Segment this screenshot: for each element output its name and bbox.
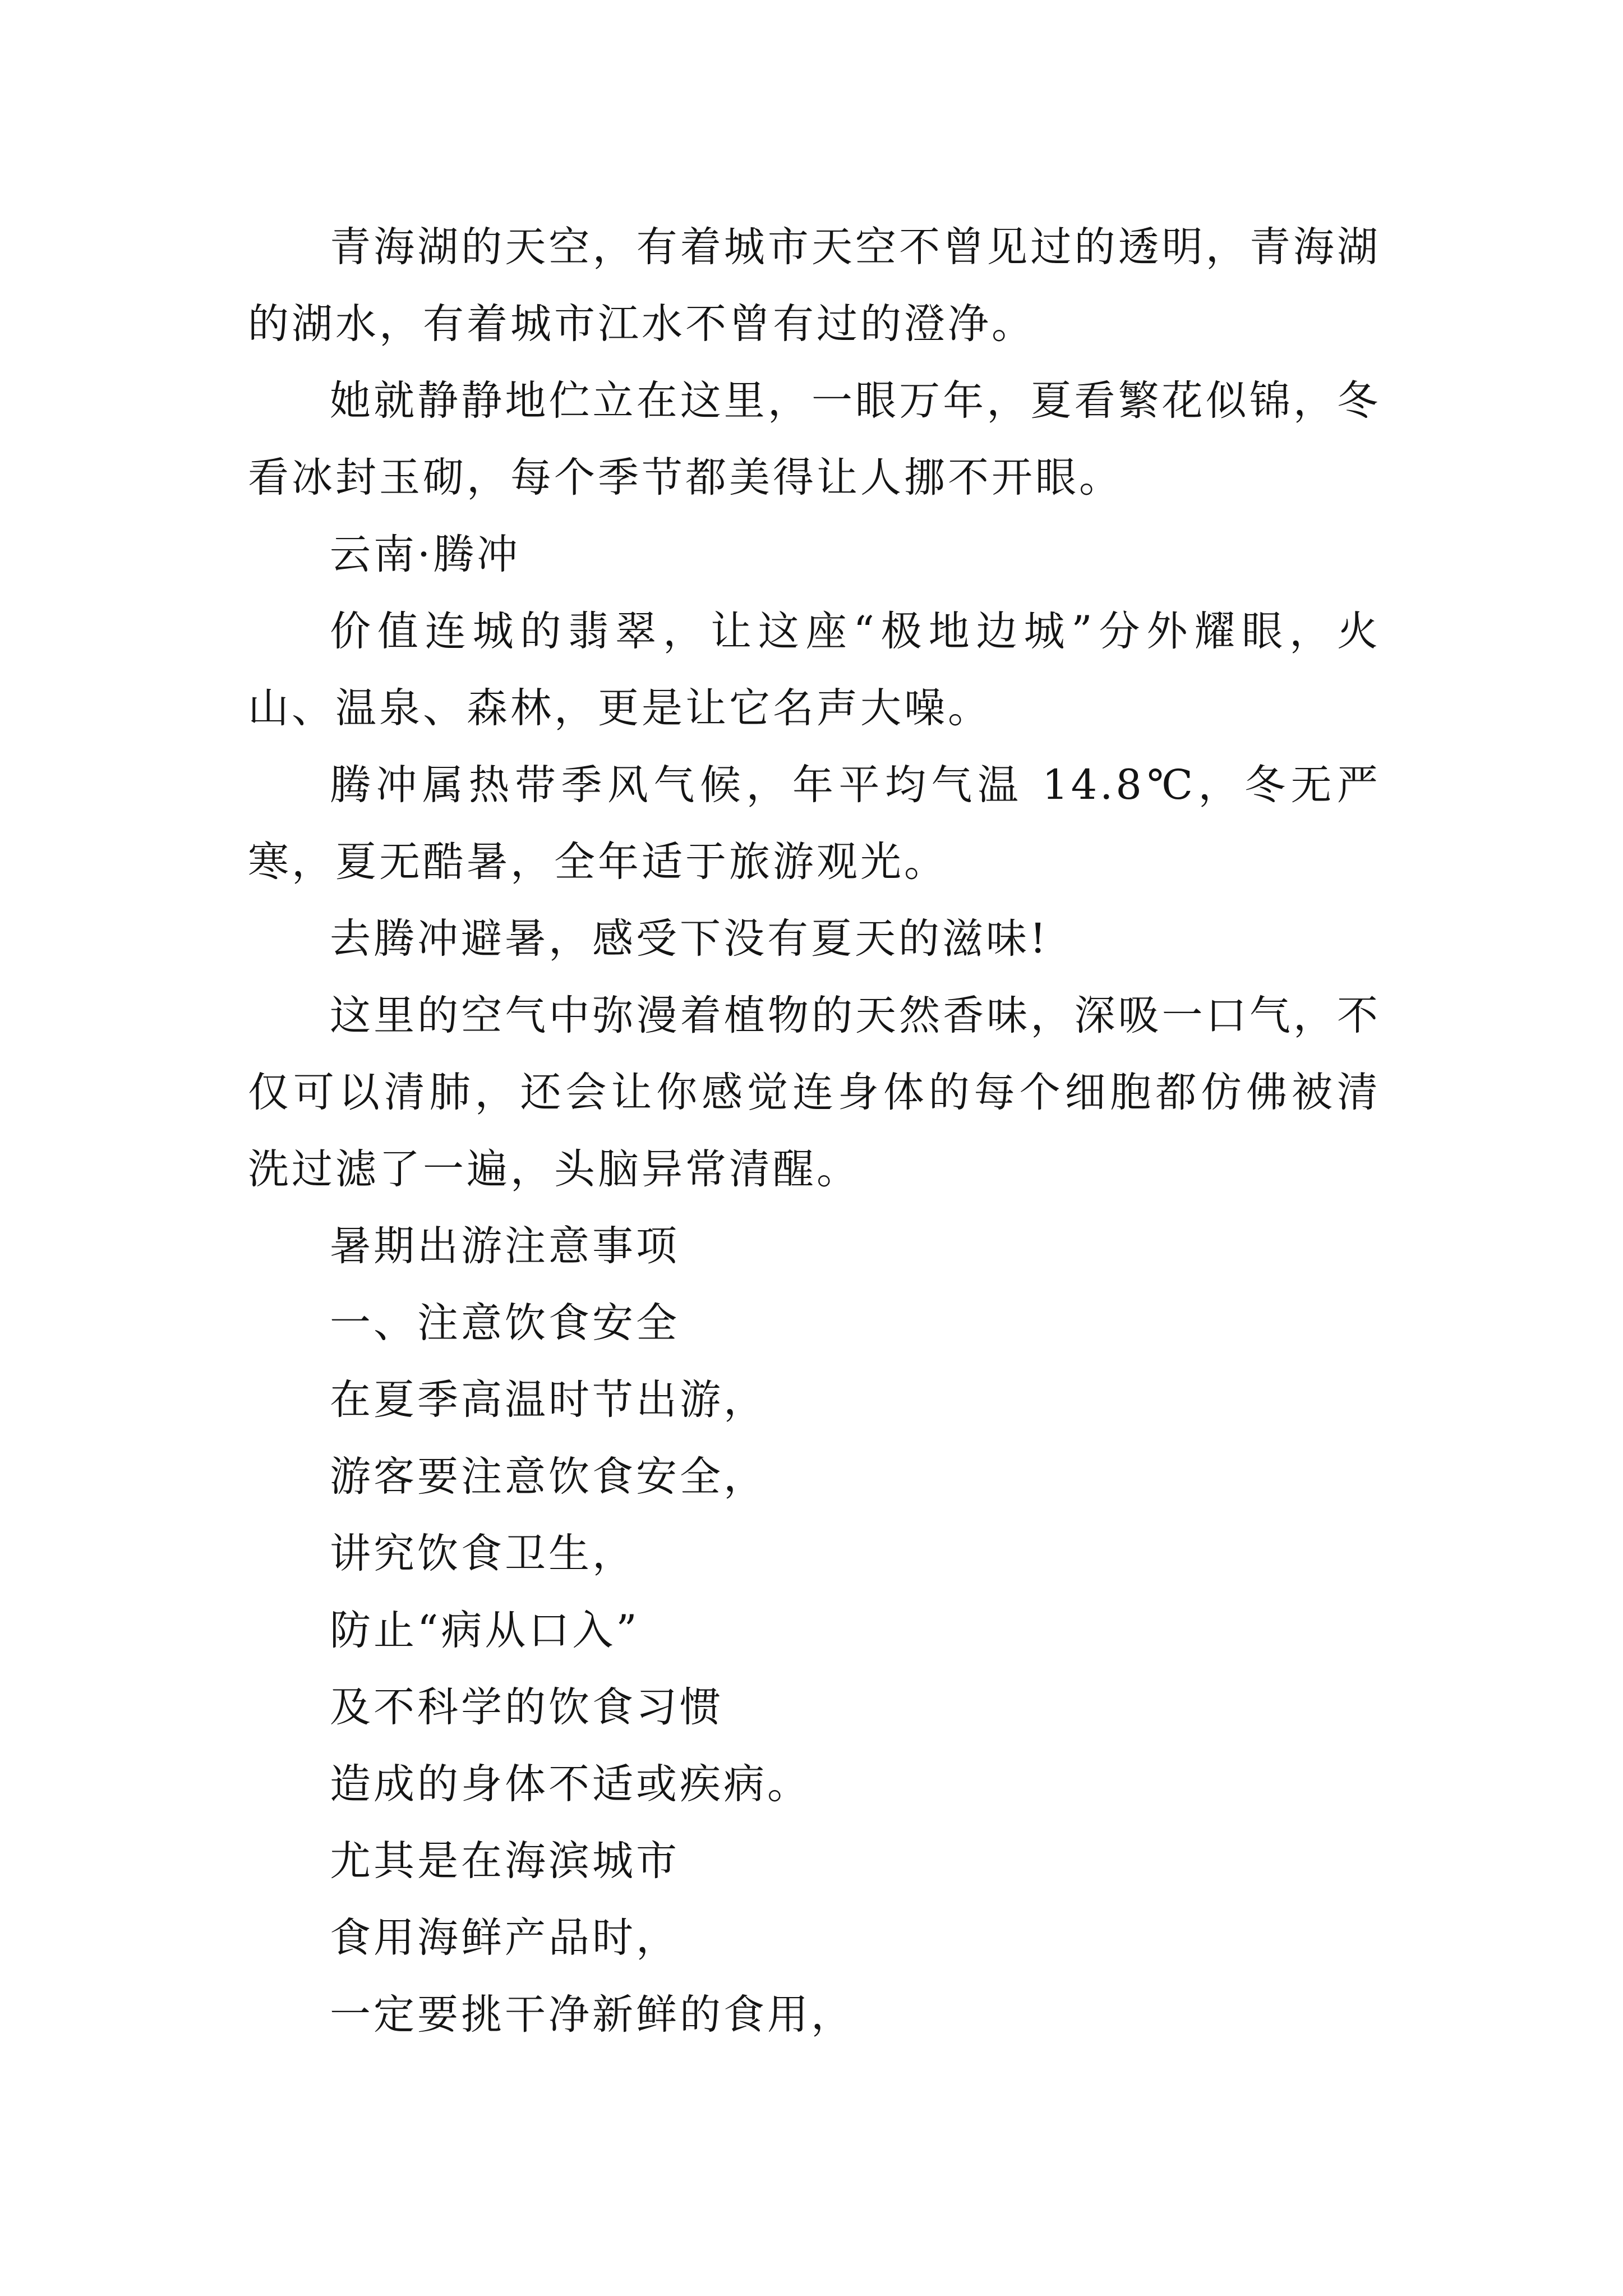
heading-summer-travel-tips: 暑期出游注意事项 [330,1222,680,1270]
line-food-1: 在夏季高温时节出游， [330,1376,767,1424]
paragraph-qinghai-seasons: 她就静静地伫立在这里，一眼万年，夏看繁花似锦，冬看冰封玉砌，每个季节都美得让人挪不开眼。 [248,377,1381,501]
line-food-5: 及不科学的饮食习惯 [330,1683,723,1731]
paragraph-tengchong-summer: 去腾冲避暑，感受下没有夏天的滋味! [330,915,1049,963]
line-food-2: 游客要注意饮食安全， [330,1453,767,1501]
line-food-8: 食用海鲜产品时， [330,1914,680,1962]
heading-yunnan-tengchong: 云南·腾冲 [330,531,521,578]
paragraph-tengchong-jade: 价值连城的翡翠，让这座“极地边城”分外耀眼，火山、温泉、森林，更是让它名声大噪。 [248,608,1381,732]
line-food-4: 防止“病从口入” [330,1607,640,1654]
line-food-6: 造成的身体不适或疾病。 [330,1760,811,1808]
document-body [248,209,1381,2053]
paragraph-tengchong-air: 这里的空气中弥漫着植物的天然香味，深吸一口气，不仅可以清肺，还会让你感觉连身体的每个细胞都仿佛被清洗过滤了一遍，头脑异常清醒。 [248,992,1381,1193]
heading-food-safety: 一、注意饮食安全 [330,1299,680,1347]
line-food-3: 讲究饮食卫生， [330,1530,636,1577]
line-food-7: 尤其是在海滨城市 [330,1837,680,1885]
paragraph-tengchong-climate: 腾冲属热带季风气候，年平均气温 14.8℃，冬无严寒，夏无酷暑，全年适于旅游观光。 [248,761,1381,886]
line-food-9: 一定要挑干净新鲜的食用， [330,1991,855,2039]
paragraph-qinghai-sky: 青海湖的天空，有着城市天空不曾见过的透明，青海湖的湖水，有着城市江水不曾有过的澄净。 [248,223,1381,348]
